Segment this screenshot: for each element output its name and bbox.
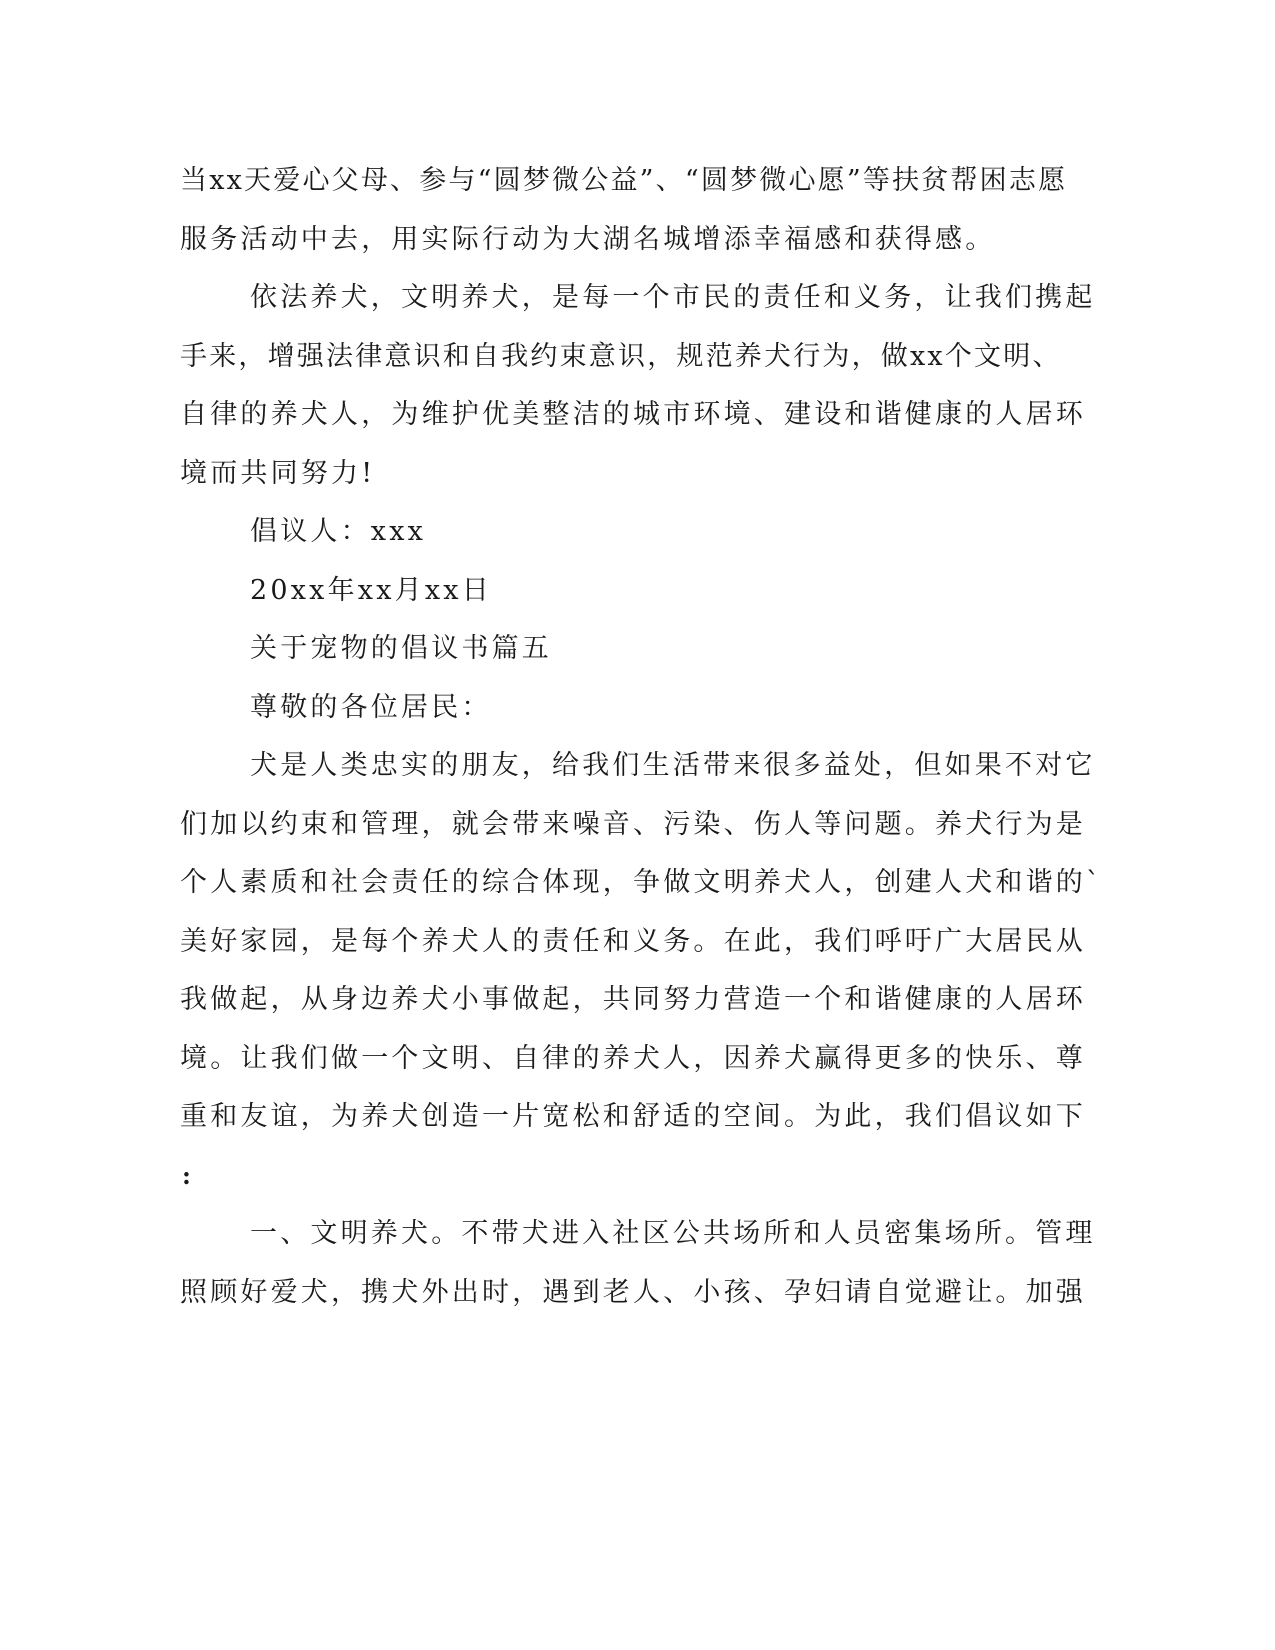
- paragraph-line: 们加以约束和管理，就会带来噪音、污染、伤人等问题。养犬行为是: [180, 808, 1086, 840]
- paragraph-line: 我做起，从身边养犬小事做起，共同努力营造一个和谐健康的人居环: [180, 984, 1086, 1015]
- paragraph-line: 境而共同努力!: [180, 457, 376, 489]
- paragraph-line: 境。让我们做一个文明、自律的养犬人，因养犬赢得更多的快乐、尊: [180, 1042, 1086, 1074]
- paragraph-line: 照顾好爱犬，携犬外出时，遇到老人、小孩、孕妇请自觉避让。加强: [180, 1276, 1086, 1308]
- paragraph-line: 一、文明养犬。不带犬进入社区公共场所和人员密集场所。管理: [250, 1218, 1096, 1249]
- salutation: 尊敬的各位居民：: [250, 691, 492, 723]
- paragraph-line: :: [182, 1160, 195, 1190]
- signer-line: 倡议人：xxx: [250, 516, 427, 547]
- paragraph-line: 依法养犬，文明养犬，是每一个市民的责任和义务，让我们携起: [250, 282, 1096, 313]
- paragraph-line: 手来，增强法律意识和自我约束意识，规范养犬行为，做xx个文明、: [180, 340, 1062, 372]
- document-body: [180, 152, 1103, 1322]
- paragraph-line: 自律的养犬人，为维护优美整洁的城市环境、建设和谐健康的人居环: [180, 399, 1086, 430]
- paragraph-line: 美好家园，是每个养犬人的责任和义务。在此，我们呼吁广大居民从: [180, 925, 1086, 957]
- paragraph-line: 服务活动中去，用实际行动为大湖名城增添幸福感和获得感。: [180, 223, 996, 255]
- paragraph-line: 重和友谊，为养犬创造一片宽松和舒适的空间。为此，我们倡议如下: [180, 1101, 1086, 1132]
- paragraph-line: 个人素质和社会责任的综合体现，争做文明养犬人，创建人犬和谐的`: [180, 867, 1103, 898]
- paragraph-line: 当xx天爱心父母、参与“圆梦微公益”、“圆梦微心愿”等扶贫帮困志愿: [180, 165, 1068, 196]
- section-title: 关于宠物的倡议书篇五: [250, 633, 552, 664]
- date-line: 20xx年xx月xx日: [250, 574, 492, 606]
- paragraph-line: 犬是人类忠实的朋友，给我们生活带来很多益处，但如果不对它: [250, 750, 1096, 781]
